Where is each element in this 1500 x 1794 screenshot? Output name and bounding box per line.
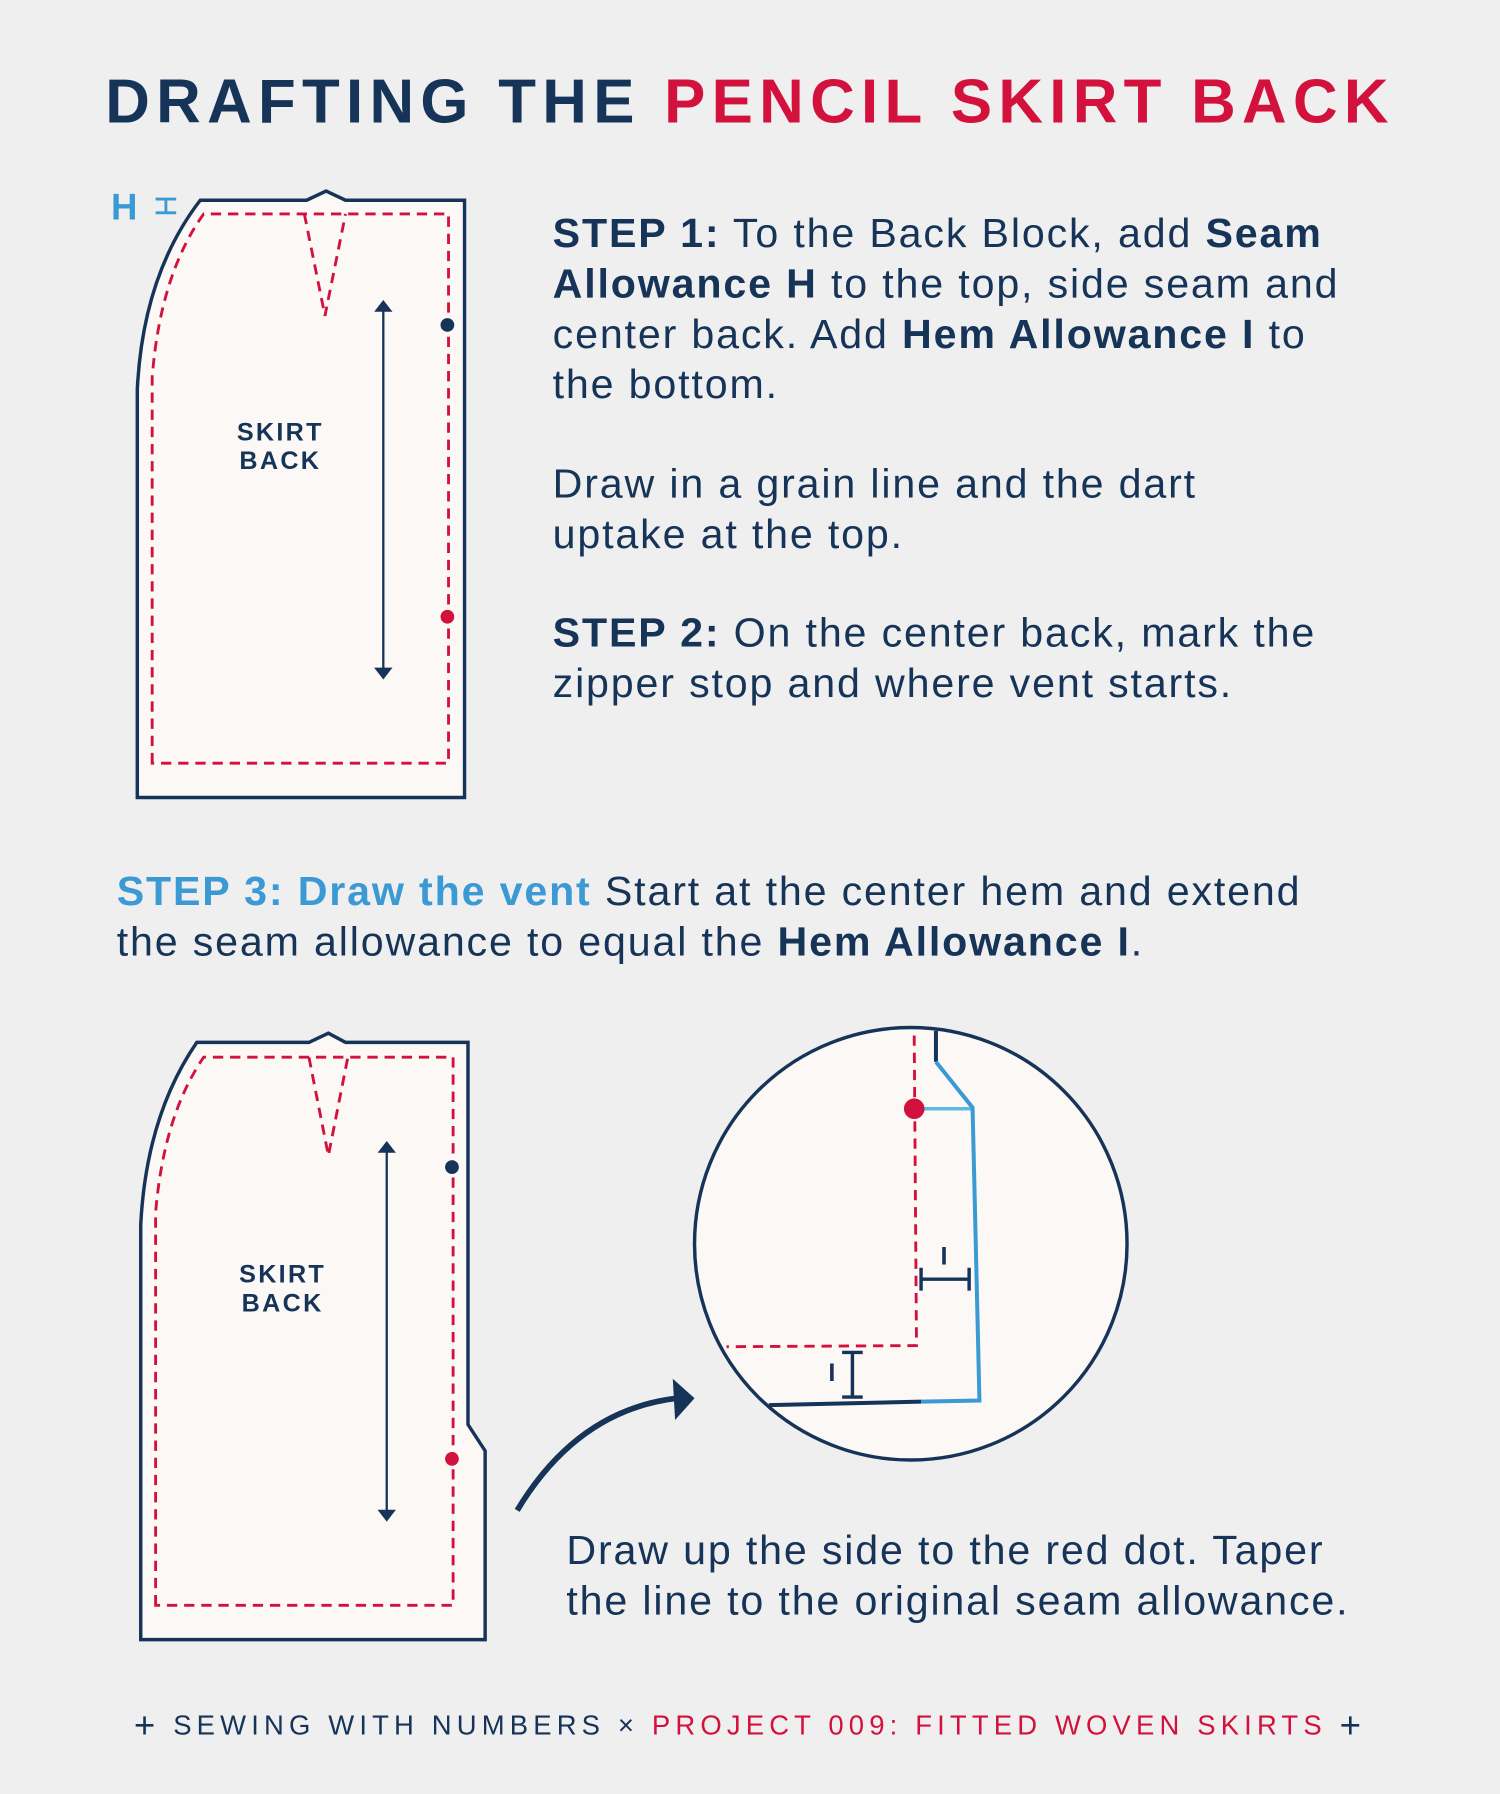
text-bold: Allowance H [552,259,818,307]
text: Draw up the side to the red dot. Taper [566,1526,1325,1574]
text-bold: Hem Allowance I [777,917,1131,965]
text: uptake at the top. [552,510,904,558]
step-label: STEP 3: Draw the vent [116,867,592,915]
text: Draw in a grain line and the dart [552,459,1197,507]
skirt-back-outline-1 [137,191,464,797]
plus-icon: + [133,1704,161,1747]
piece-label-line: BACK [239,446,322,475]
step-1-text [553,208,1340,409]
caption-text [566,1525,1349,1626]
text-bold: Hem Allowance I [902,310,1256,357]
text: To the Back Block, add [720,209,1206,257]
text: to [1255,310,1307,357]
arrowhead-icon [673,1379,695,1420]
text: On the center back, mark the [720,608,1317,656]
step-label: STEP 1: [552,209,721,257]
text: . [1130,917,1145,965]
step-1b-text [553,459,1197,560]
text: Start at the center hem and extend [591,867,1302,915]
seam-allowance-label: H [110,186,138,228]
piece-label-1 [212,418,349,475]
piece-label-line: BACK [241,1288,324,1317]
footer-series: SEWING WITH NUMBERS [173,1710,606,1742]
step-2-text [553,608,1316,709]
hem-label-v: I [828,1358,836,1387]
text: the line to the original seam allowance. [566,1576,1350,1624]
text: the seam allowance to equal the [116,917,778,965]
detail-magnifier-circle [695,1027,1128,1460]
hem-label-h: I [940,1241,948,1271]
footer-project: PROJECT 009: FITTED WOVEN SKIRTS [651,1710,1327,1742]
vent-start-dot-1 [441,610,455,624]
title-part-1: DRAFTING THE [105,67,665,137]
text: center back. Add [552,310,903,357]
times-icon: × [617,1710,640,1742]
title-part-2: PENCIL SKIRT BACK [664,67,1395,137]
piece-label-line: SKIRT [239,1259,327,1289]
text: to the top, side seam and [817,259,1340,307]
piece-label-2 [214,1260,351,1317]
skirt-back-outline-2 [141,1033,485,1639]
curved-arrow-icon [517,1398,677,1510]
plus-icon: + [1339,1704,1367,1747]
seam-allowance-marker-icon [156,199,177,213]
step-3-text [117,866,1302,967]
zipper-stop-dot-2 [445,1160,459,1174]
text-bold: Seam [1205,209,1323,257]
vent-start-dot-2 [445,1452,459,1466]
detail-red-dot [904,1098,925,1119]
footer [0,1705,1500,1747]
step-label: STEP 2: [552,608,721,656]
text: the bottom. [552,360,779,408]
piece-label-line: SKIRT [236,417,324,447]
text: zipper stop and where vent starts. [552,659,1234,706]
zipper-stop-dot-1 [441,318,455,332]
